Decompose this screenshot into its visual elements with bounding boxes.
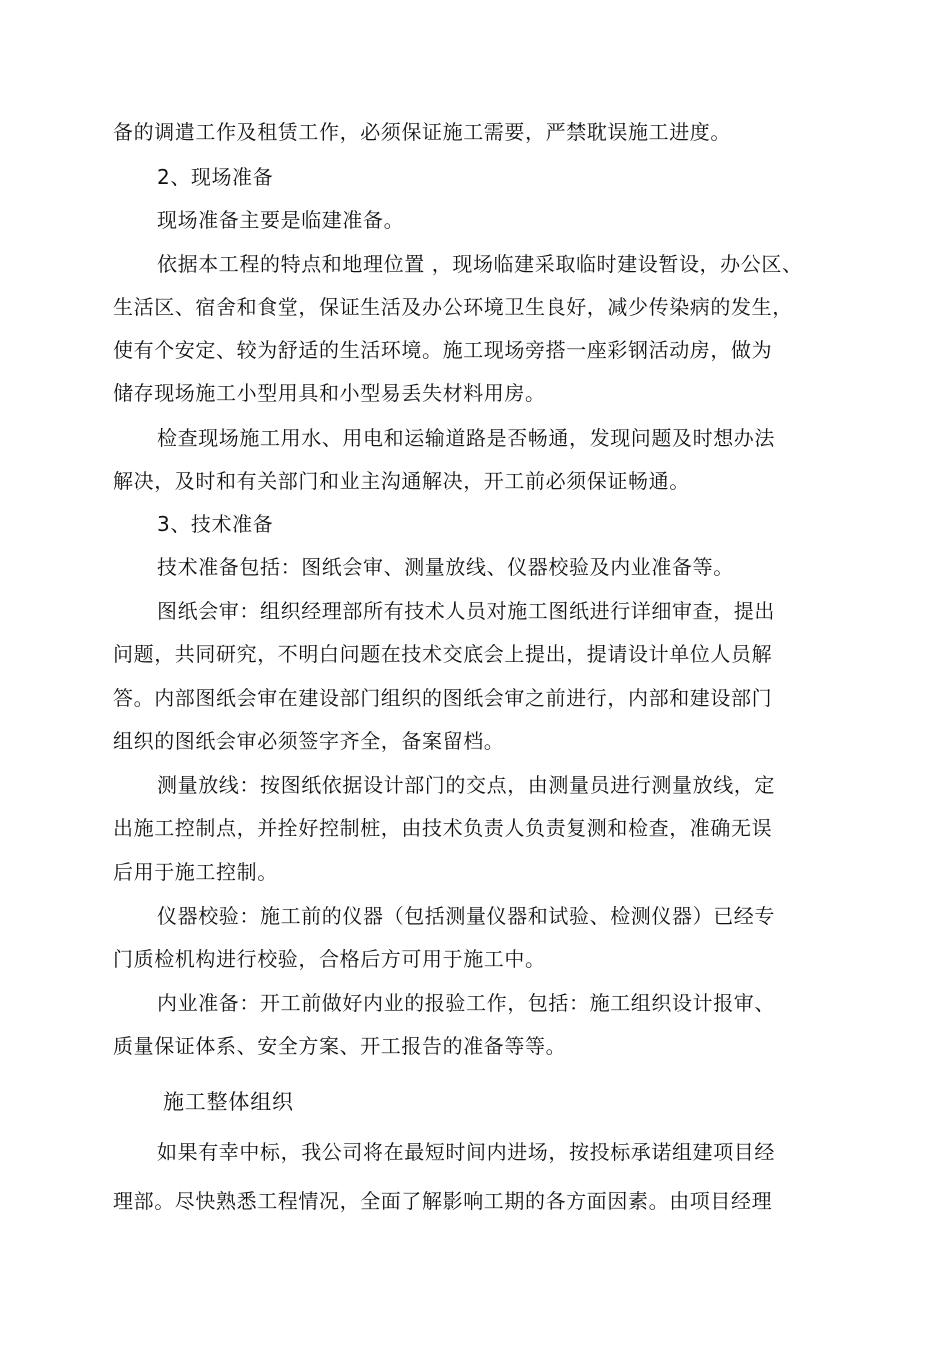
paragraph-line: 如果有幸中标，我公司将在最短时间内进场，按投标承诺组建项目经 [157,1140,775,1164]
paragraph-line: 质量保证体系、安全方案、开工报告的准备等等。 [113,1034,567,1058]
paragraph-line: 依据本工程的特点和地理位置 ，现场临建采取临时建设暂设，办公区、 [157,252,803,276]
paragraph-line: 图纸会审：组织经理部所有技术人员对施工图纸进行详细审查，提出 [157,599,775,623]
paragraph-line: 组织的图纸会审必须签字齐全，备案留档。 [113,729,505,753]
paragraph-line: 出施工控制点，并拴好控制桩，由技术负责人负责复测和检查，准确无误 [113,816,773,840]
paragraph-line: 备的调遣工作及租赁工作，必须保证施工需要，严禁耽误施工进度。 [113,120,731,144]
paragraph-line: 问题，共同研究，不明白问题在技术交底会上提出，提请设计单位人员解 [113,642,773,666]
paragraph-line: 答。内部图纸会审在建设部门组织的图纸会审之前进行，内部和建设部门 [113,686,773,710]
section-title: 施工整体组织 [163,1090,294,1114]
paragraph-line: 测量放线：按图纸依据设计部门的交点，由测量员进行测量放线，定 [157,773,775,797]
paragraph-line: 理部。尽快熟悉工程情况，全面了解影响工期的各方面因素。由项目经理 [113,1189,773,1213]
section-heading: 2、现场准备 [157,165,274,189]
paragraph-line: 储存现场施工小型用具和小型易丢失材料用房。 [113,381,546,405]
paragraph-line: 检查现场施工用水、用电和运输道路是否畅通，发现问题及时想办法 [157,426,775,450]
paragraph-line: 现场准备主要是临建准备。 [157,208,405,232]
paragraph-line: 门质检机构进行校验，合格后方可用于施工中。 [113,947,546,971]
section-heading: 3、技术准备 [157,512,274,536]
paragraph-line: 技术准备包括：图纸会审、测量放线、仪器校验及内业准备等。 [157,555,734,579]
paragraph-line: 后用于施工控制。 [113,860,278,884]
paragraph-line: 内业准备：开工前做好内业的报验工作，包括：施工组织设计报审、 [157,991,775,1015]
paragraph-line: 仪器校验：施工前的仪器（包括测量仪器和试验、检测仪器）已经专 [157,904,775,928]
paragraph-line: 使有个安定、较为舒适的生活环境。施工现场旁搭一座彩钢活动房，做为 [113,338,773,362]
paragraph-line: 解决，及时和有关部门和业主沟通解决，开工前必须保证畅通。 [113,469,690,493]
paragraph-line: 生活区、宿舍和食堂，保证生活及办公环境卫生良好，减少传染病的发生， [113,295,793,319]
